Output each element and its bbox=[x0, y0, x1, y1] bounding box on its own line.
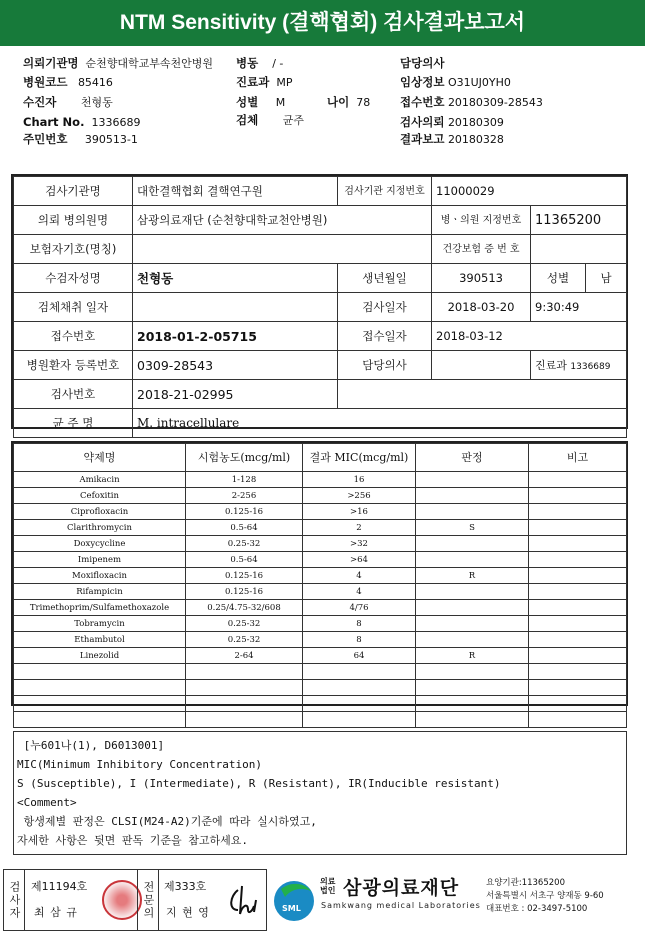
request-field: 검사의뢰 20180309 bbox=[400, 115, 504, 129]
drug-mic: 4 bbox=[303, 568, 416, 584]
drug-mic: 4 bbox=[303, 584, 416, 600]
drug-interpretation bbox=[416, 600, 529, 616]
drug-interpretation bbox=[416, 488, 529, 504]
drug-mic: >64 bbox=[303, 552, 416, 568]
note-line: <Comment> bbox=[17, 796, 77, 809]
drug-name: Clarithromycin bbox=[14, 520, 186, 536]
drug-row bbox=[14, 584, 627, 600]
drug-row bbox=[14, 664, 627, 680]
drug-mic: 8 bbox=[303, 632, 416, 648]
insurer-value bbox=[133, 235, 432, 264]
drug-mic: 16 bbox=[303, 472, 416, 488]
tester-no: 제11194호 bbox=[31, 880, 88, 893]
ward-field: 병동 / - bbox=[236, 56, 284, 70]
drug-remarks bbox=[529, 712, 627, 728]
org-label: 검사기관명 bbox=[14, 177, 133, 206]
doctor-field: 담당의사 bbox=[400, 56, 445, 70]
drug-concentration: 0.5-64 bbox=[186, 520, 303, 536]
note-line: 항생제별 판정은 CLSI(M24-A2)기준에 따라 실시하였고, bbox=[17, 815, 317, 828]
tester-name: 최 삼 규 bbox=[34, 906, 78, 919]
drug-mic bbox=[303, 680, 416, 696]
drug-remarks bbox=[529, 488, 627, 504]
drug-mic: >32 bbox=[303, 536, 416, 552]
expert-name: 지 현 영 bbox=[166, 906, 210, 919]
drug-interpretation: S bbox=[416, 520, 529, 536]
drug-row bbox=[14, 632, 627, 648]
header-drug: 약제명 bbox=[14, 444, 186, 472]
org-address: 서울특별시 서초구 양재동 9-60 bbox=[486, 891, 604, 901]
drug-concentration: 0.125-16 bbox=[186, 568, 303, 584]
sex-field: 성별 M bbox=[236, 95, 286, 109]
age-field: 나이 78 bbox=[327, 95, 371, 109]
idno-field: 주민번호 390513-1 bbox=[23, 132, 138, 146]
drug-interpretation bbox=[416, 696, 529, 712]
drug-interpretation bbox=[416, 632, 529, 648]
drug-name: Linezolid bbox=[14, 648, 186, 664]
drug-interpretation bbox=[416, 616, 529, 632]
logo-en: Samkwang medical Laboratories bbox=[321, 901, 481, 910]
drug-interpretation bbox=[416, 584, 529, 600]
drug-name bbox=[14, 664, 186, 680]
tester-label: 검사자 bbox=[4, 870, 25, 930]
drug-concentration bbox=[186, 712, 303, 728]
org-code: 요양기관:11365200 bbox=[486, 878, 565, 888]
tester-seal-icon bbox=[102, 880, 142, 920]
drug-row bbox=[14, 472, 627, 488]
drug-concentration: 1-128 bbox=[186, 472, 303, 488]
health-value bbox=[531, 235, 627, 264]
drug-concentration: 2-64 bbox=[186, 648, 303, 664]
drug-concentration: 0.25-32 bbox=[186, 632, 303, 648]
logo-prefix: 의료법인 bbox=[320, 877, 336, 895]
drug-row bbox=[14, 568, 627, 584]
collect-value bbox=[133, 293, 338, 322]
drug-interpretation bbox=[416, 664, 529, 680]
drug-remarks bbox=[529, 552, 627, 568]
note-line: MIC(Minimum Inhibitory Concentration) bbox=[17, 758, 263, 771]
drug-mic bbox=[303, 696, 416, 712]
doctor-value bbox=[432, 351, 531, 380]
receipt-date-label: 접수일자 bbox=[338, 322, 432, 351]
test-no-value: 2018-21-02995 bbox=[133, 380, 338, 409]
drug-remarks bbox=[529, 600, 627, 616]
drug-row bbox=[14, 600, 627, 616]
receipt-field: 접수번호 20180309-28543 bbox=[400, 95, 543, 109]
birth-label: 생년월일 bbox=[338, 264, 432, 293]
req-code-value: 11365200 bbox=[531, 206, 627, 235]
drug-concentration: 0.5-64 bbox=[186, 552, 303, 568]
clinical-field: 임상정보 O31UJ0YH0 bbox=[400, 75, 511, 89]
drug-mic bbox=[303, 712, 416, 728]
drug-concentration bbox=[186, 680, 303, 696]
req-hosp-label: 의뢰 병의원명 bbox=[14, 206, 133, 235]
org-code-value: 11000029 bbox=[432, 177, 627, 206]
drug-remarks bbox=[529, 616, 627, 632]
info-table bbox=[13, 176, 627, 438]
drug-concentration: 0.125-16 bbox=[186, 504, 303, 520]
drug-row bbox=[14, 536, 627, 552]
drug-name: Ethambutol bbox=[14, 632, 186, 648]
drug-mic: 64 bbox=[303, 648, 416, 664]
test-date-value: 2018-03-20 bbox=[432, 293, 531, 322]
drug-row bbox=[14, 680, 627, 696]
drug-interpretation bbox=[416, 536, 529, 552]
report-field: 결과보고 20180328 bbox=[400, 132, 504, 146]
drug-concentration: 0.125-16 bbox=[186, 584, 303, 600]
logo-badge: SML bbox=[282, 904, 301, 913]
strain-label: 균 주 명 bbox=[14, 409, 133, 438]
drug-mic: >256 bbox=[303, 488, 416, 504]
name-value: 천형동 bbox=[133, 264, 338, 293]
drug-name: Moxifloxacin bbox=[14, 568, 186, 584]
name-label: 수검자성명 bbox=[14, 264, 133, 293]
drug-row bbox=[14, 504, 627, 520]
code-field: 병원코드 85416 bbox=[23, 75, 113, 89]
drug-remarks bbox=[529, 696, 627, 712]
note-line: 자세한 사항은 뒷면 판독 기준을 참고하세요. bbox=[17, 834, 249, 847]
collect-label: 검체채취 일자 bbox=[14, 293, 133, 322]
drug-interpretation: R bbox=[416, 568, 529, 584]
logo-name: 삼광의료재단 bbox=[343, 877, 460, 899]
note-line: [누601나(1), D6013001] bbox=[17, 739, 165, 752]
insurer-label: 보험자기호(명칭) bbox=[14, 235, 133, 264]
drug-interpretation bbox=[416, 552, 529, 568]
sex-label: 성별 bbox=[531, 264, 586, 293]
header-mic: 결과 MIC(mcg/ml) bbox=[303, 444, 416, 472]
drug-concentration: 0.25-32 bbox=[186, 536, 303, 552]
footer bbox=[3, 869, 643, 931]
expert-label: 전문의 bbox=[137, 870, 159, 930]
org-phone: 대표번호 : 02-3497-5100 bbox=[486, 904, 588, 914]
drug-remarks bbox=[529, 584, 627, 600]
drug-row bbox=[14, 616, 627, 632]
drug-interpretation bbox=[416, 472, 529, 488]
drug-interpretation: R bbox=[416, 648, 529, 664]
org-code-label: 검사기관 지정번호 bbox=[338, 177, 432, 206]
drug-name bbox=[14, 680, 186, 696]
dept-label: 진료과 bbox=[535, 359, 567, 372]
drug-mic: 4/76 bbox=[303, 600, 416, 616]
dept-field: 진료과 MP bbox=[236, 75, 293, 89]
drug-name: Doxycycline bbox=[14, 536, 186, 552]
note-line: S (Susceptible), I (Intermediate), R (Resistant), IR(Inducible resistant) bbox=[17, 777, 501, 790]
drug-interpretation bbox=[416, 712, 529, 728]
health-label: 건강보험 증 번 호 bbox=[432, 235, 531, 264]
expert-no: 제333호 bbox=[164, 880, 207, 893]
drug-remarks bbox=[529, 504, 627, 520]
drug-concentration bbox=[186, 664, 303, 680]
drug-name: Trimethoprim/Sulfamethoxazole bbox=[14, 600, 186, 616]
test-field: 검체 균주 bbox=[236, 113, 304, 127]
drug-concentration bbox=[186, 696, 303, 712]
birth-value: 390513 bbox=[432, 264, 531, 293]
dept-value: 1336689 bbox=[570, 362, 611, 372]
drug-row bbox=[14, 696, 627, 712]
drug-row bbox=[14, 648, 627, 664]
receipt-no-value: 2018-01-2-05715 bbox=[133, 322, 338, 351]
drug-remarks bbox=[529, 648, 627, 664]
org-info bbox=[486, 877, 604, 916]
drug-concentration: 0.25/4.75-32/608 bbox=[186, 600, 303, 616]
sex-value: 남 bbox=[586, 264, 627, 293]
hospital-field: 의뢰기관명 순천향대학교부속천안병원 bbox=[23, 56, 214, 70]
req-code-label: 병ㆍ의원 지정번호 bbox=[432, 206, 531, 235]
drug-row bbox=[14, 712, 627, 728]
test-no-label: 검사번호 bbox=[14, 380, 133, 409]
drug-box bbox=[11, 441, 628, 706]
header-interpretation: 판정 bbox=[416, 444, 529, 472]
drug-mic: 2 bbox=[303, 520, 416, 536]
blank-cell bbox=[338, 380, 627, 409]
patient-field: 수진자 천형동 bbox=[23, 95, 113, 109]
chart-field: Chart No. 1336689 bbox=[23, 115, 141, 129]
drug-remarks bbox=[529, 568, 627, 584]
drug-name bbox=[14, 712, 186, 728]
drug-name: Tobramycin bbox=[14, 616, 186, 632]
drug-name: Cefoxitin bbox=[14, 488, 186, 504]
drug-remarks bbox=[529, 632, 627, 648]
drug-name: Imipenem bbox=[14, 552, 186, 568]
test-time-value: 9:30:49 bbox=[531, 293, 627, 322]
drug-mic: >16 bbox=[303, 504, 416, 520]
drug-name: Rifampicin bbox=[14, 584, 186, 600]
drug-remarks bbox=[529, 536, 627, 552]
drug-row bbox=[14, 552, 627, 568]
drug-concentration: 2-256 bbox=[186, 488, 303, 504]
report-title: NTM Sensitivity (결핵협회) 검사결과보고서 bbox=[0, 0, 645, 46]
drug-concentration: 0.25-32 bbox=[186, 616, 303, 632]
drug-remarks bbox=[529, 472, 627, 488]
drug-name: Amikacin bbox=[14, 472, 186, 488]
reg-label: 병원환자 등록번호 bbox=[14, 351, 133, 380]
drug-mic bbox=[303, 664, 416, 680]
drug-remarks bbox=[529, 680, 627, 696]
drug-row bbox=[14, 520, 627, 536]
drug-name bbox=[14, 696, 186, 712]
dept-cell bbox=[531, 351, 627, 380]
test-date-label: 검사일자 bbox=[338, 293, 432, 322]
header-remarks: 비고 bbox=[529, 444, 627, 472]
info-box bbox=[11, 174, 628, 429]
reg-value: 0309-28543 bbox=[133, 351, 338, 380]
req-hosp-value: 삼광의료재단 (순천향대학교천안병원) bbox=[133, 206, 432, 235]
header-concentration: 시험농도(mcg/ml) bbox=[186, 444, 303, 472]
drug-interpretation bbox=[416, 680, 529, 696]
drug-table bbox=[13, 443, 627, 728]
drug-interpretation bbox=[416, 504, 529, 520]
notes-box bbox=[13, 731, 627, 855]
drug-mic: 8 bbox=[303, 616, 416, 632]
signature-box bbox=[3, 869, 267, 931]
org-value: 대한결핵협회 결핵연구원 bbox=[133, 177, 338, 206]
sml-logo-icon bbox=[271, 875, 317, 925]
receipt-date-value: 2018-03-12 bbox=[432, 322, 627, 351]
signature-icon bbox=[224, 880, 264, 920]
logo-area bbox=[271, 873, 641, 929]
drug-remarks bbox=[529, 520, 627, 536]
receipt-no-label: 접수번호 bbox=[14, 322, 133, 351]
strain-value: M. intracellulare bbox=[133, 409, 627, 438]
drug-row bbox=[14, 488, 627, 504]
drug-remarks bbox=[529, 664, 627, 680]
drug-name: Ciprofloxacin bbox=[14, 504, 186, 520]
doctor-label: 담당의사 bbox=[338, 351, 432, 380]
